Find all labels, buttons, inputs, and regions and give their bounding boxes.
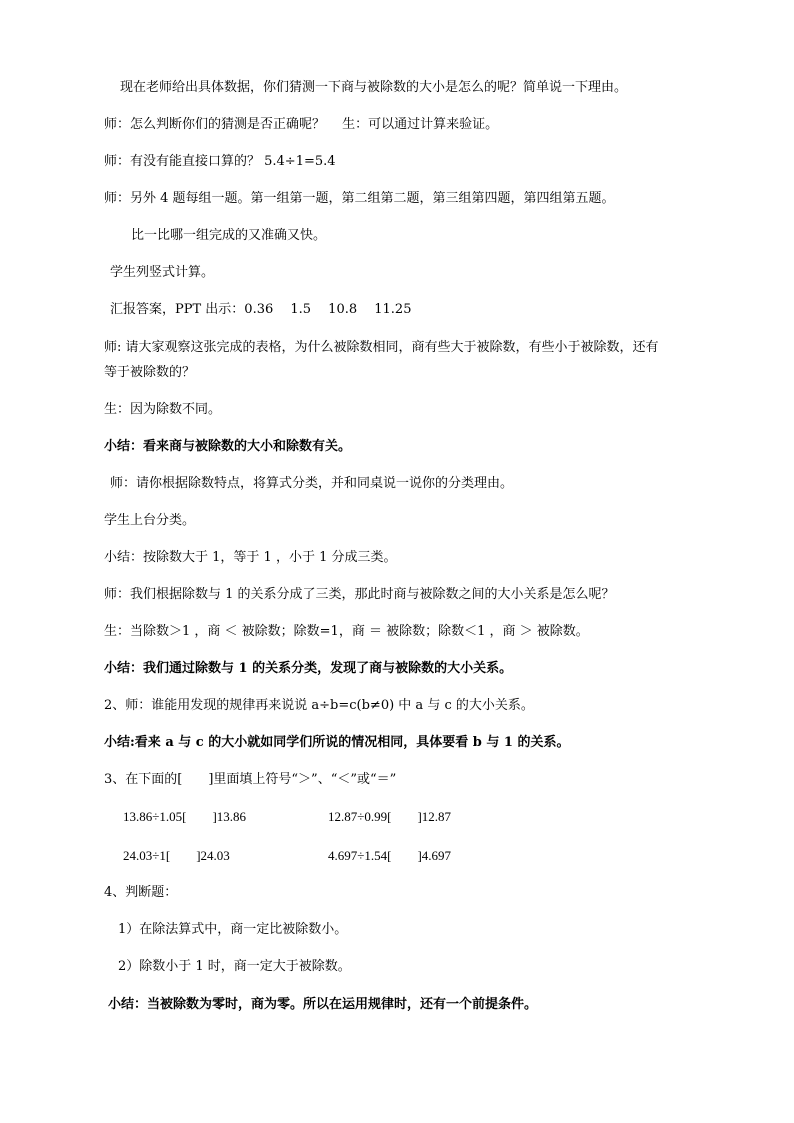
intro-question: 现在老师给出具体数据，你们猜测一下商与被除数的大小是怎么的呢？简单说一下理由。 xyxy=(120,80,628,95)
teacher-classify-line: 师：请你根据除数特点，将算式分类，并和同桌说一说你的分类理由。 xyxy=(110,476,514,491)
summary-5: 小结：当被除数为零时，商为零。所以在运用规律时，还有一个前提条件。 xyxy=(108,997,538,1012)
question-4: 4、判断题： xyxy=(104,885,178,900)
exercise-2a: 24.03÷1[ ]24.03 xyxy=(123,848,230,863)
question-3: 3、在下面的[ ]里面填上符号“＞”、“＜”或“＝” xyxy=(104,772,397,787)
student-stage-line: 学生上台分类。 xyxy=(104,513,196,528)
summary-4: 小结:看来 a 与 c 的大小就如同学们所说的情况相同，具体要看 b 与 1 的关系。 xyxy=(104,735,570,750)
exercise-2b: 4.697÷1.54[ ]4.697 xyxy=(328,848,452,863)
teacher-observe-line-2: 等于被除数的？ xyxy=(104,365,196,380)
compete-line: 比一比哪一组完成的又准确又快。 xyxy=(131,228,327,243)
student-relation-line: 生：当除数＞1 ，商 ＜ 被除数；除数=1，商 ＝ 被除数；除数＜1 ，商 ＞ 被除数。 xyxy=(104,624,589,639)
teacher-line-mental: 师：有没有能直接口算的？ 5.4÷1=5.4 xyxy=(104,154,336,169)
teacher-line-verify: 师：怎么判断你们的猜测是否正确呢？ 生：可以通过计算来验证。 xyxy=(104,117,499,132)
student-reason-line: 生：因为除数不同。 xyxy=(104,402,222,417)
teacher-relation-line: 师：我们根据除数与 1 的关系分成了三类，那此时商与被除数之间的大小关系是怎么呢？ xyxy=(104,587,615,602)
summary-2: 小结：按除数大于 1，等于 1 ，小于 1 分成三类。 xyxy=(104,550,397,565)
judgement-2: 2）除数小于 1 时，商一定大于被除数。 xyxy=(118,959,351,974)
question-2: 2、师：谁能用发现的规律再来说说 a÷b=c(b≠0) 中 a 与 c 的大小关系。 xyxy=(104,698,534,713)
exercise-1b: 12.87÷0.99[ ]12.87 xyxy=(328,809,452,824)
teacher-observe-line-1: 师: 请大家观察这张完成的表格，为什么被除数相同，商有些大于被除数，有些小于被除数，还有 xyxy=(104,340,659,355)
summary-1: 小结：看来商与被除数的大小和除数有关。 xyxy=(104,439,352,454)
summary-3: 小结：我们通过除数与 1 的关系分类，发现了商与被除数的大小关系。 xyxy=(104,661,513,676)
student-calc-line: 学生列竖式计算。 xyxy=(110,265,215,280)
answers-line: 汇报答案，PPT 出示：0.36 1.5 10.8 11.25 xyxy=(110,302,412,317)
judgement-1: 1）在除法算式中，商一定比被除数小。 xyxy=(118,922,348,937)
exercise-1a: 13.86÷1.05[ ]13.86 xyxy=(123,809,247,824)
teacher-line-groups: 师：另外 4 题每组一题。第一组第一题，第二组第二题，第三组第四题，第四组第五题。 xyxy=(104,191,615,206)
